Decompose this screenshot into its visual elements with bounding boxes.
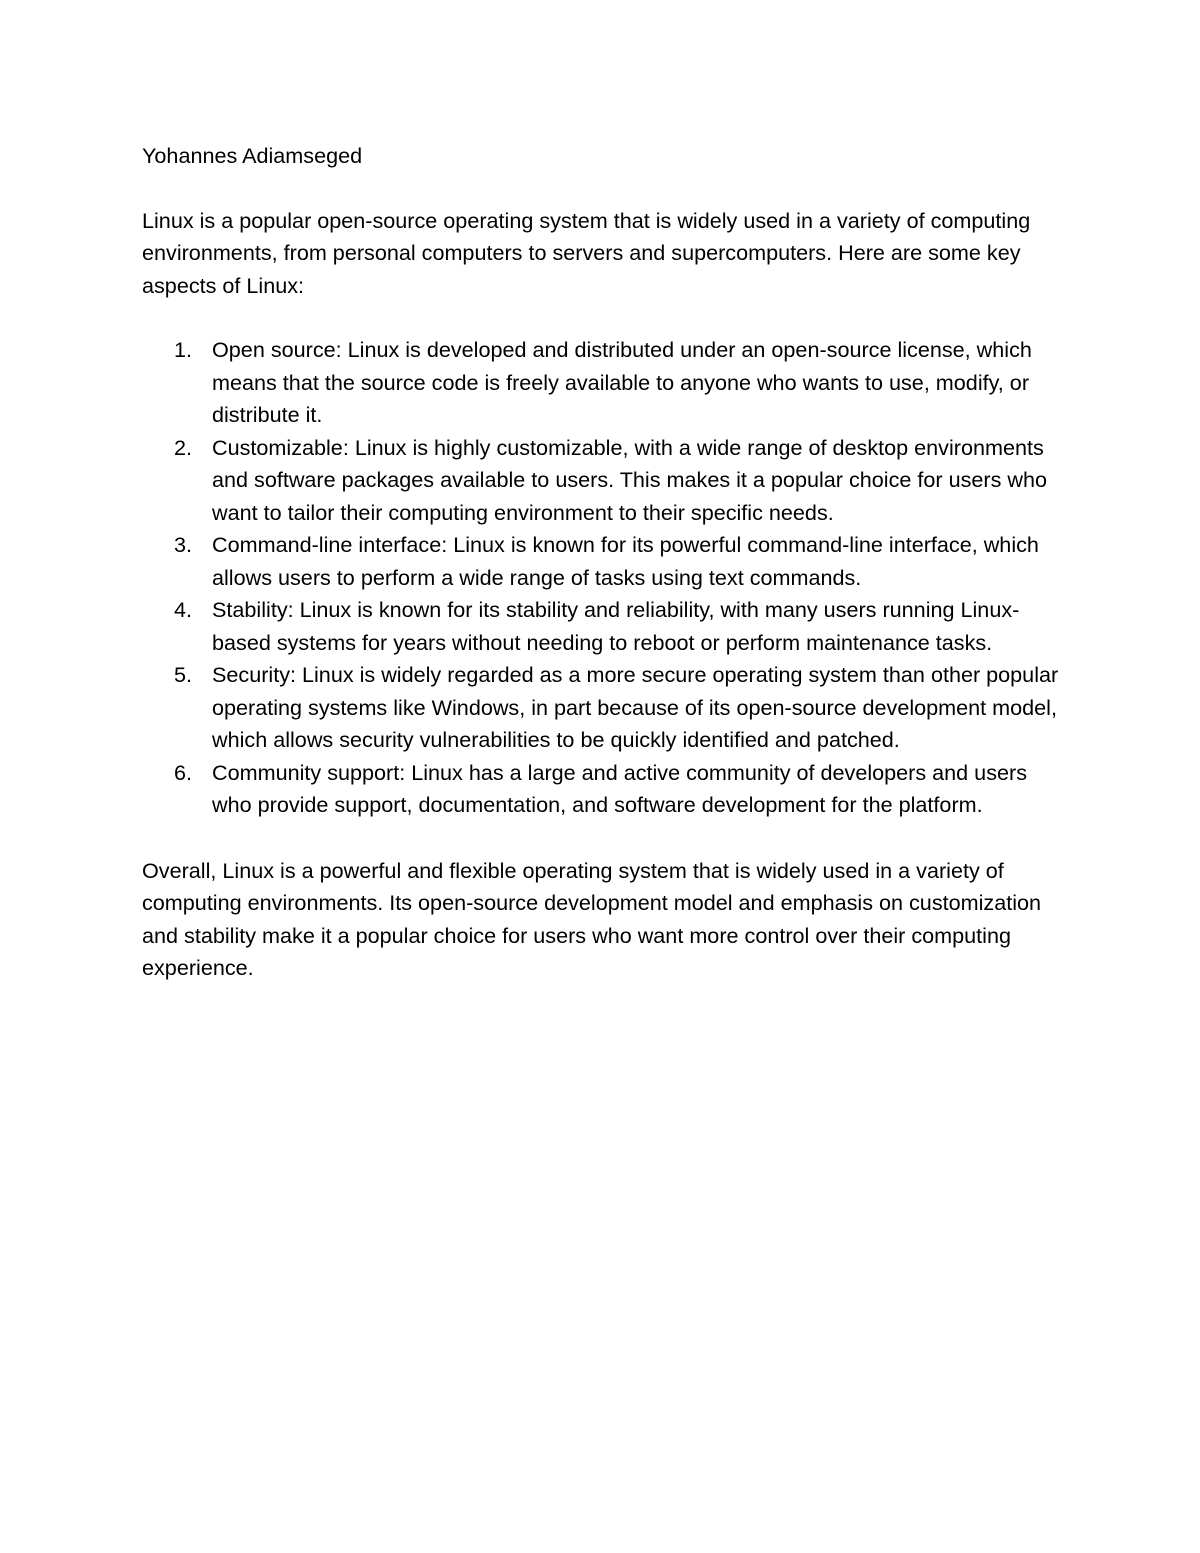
list-item (174, 529, 1072, 594)
list-item-text: Community support: Linux has a large and active community of developers and users who provide support, documentation, and software development for the platform. (212, 759, 1027, 817)
list-item-text: Customizable: Linux is highly customizable, with a wide range of desktop environments and software packages available to users. This makes it a popular choice for users who want to tailor their computing environment to their specific needs. (212, 434, 1047, 525)
author-name: Yohannes Adiamseged (142, 143, 363, 168)
list-item-number: 1. (174, 337, 193, 362)
key-aspects-list (142, 334, 1072, 822)
list-item-number: 6. (174, 759, 193, 785)
document-page (142, 140, 1072, 985)
list-item-number: 4. (174, 597, 193, 622)
list-item-text: Stability: Linux is known for its stability and reliability, with many users running Linux-based systems for years without needing to reboot or perform maintenance tasks. (212, 597, 1020, 655)
list-item (174, 659, 1072, 757)
list-item-number: 5. (174, 662, 193, 687)
list-item (174, 334, 1072, 432)
list-item-text: Open source: Linux is developed and distributed under an open-source license, which means that the source code is freely available to anyone who wants to use, modify, or distribute it. (212, 337, 1032, 427)
intro-paragraph: Linux is a popular open-source operating system that is widely used in a variety of computing environments, from personal computers to servers and supercomputers. Here are some key aspects of Linux: (142, 207, 1031, 298)
list-item-text: Security: Linux is widely regarded as a more secure operating system than other popular operating systems like Windows, in part because of its open-source development model, which allows security vulnerabilities to be quickly identified and patched. (212, 662, 1059, 752)
list-item-text: Command-line interface: Linux is known for its powerful command-line interface, which allows users to perform a wide range of tasks using text commands. (212, 532, 1039, 590)
list-item-number: 2. (174, 434, 193, 460)
list-item (174, 757, 1072, 822)
list-item-number: 3. (174, 532, 193, 557)
list-item (174, 594, 1072, 659)
conclusion-paragraph: Overall, Linux is a powerful and flexible operating system that is widely used in a variety of computing environments. Its open-source development model and emphasis on customization and stability make it a popular choice for users who want more control over their computing experience. (142, 857, 1042, 980)
list-item (174, 432, 1072, 530)
